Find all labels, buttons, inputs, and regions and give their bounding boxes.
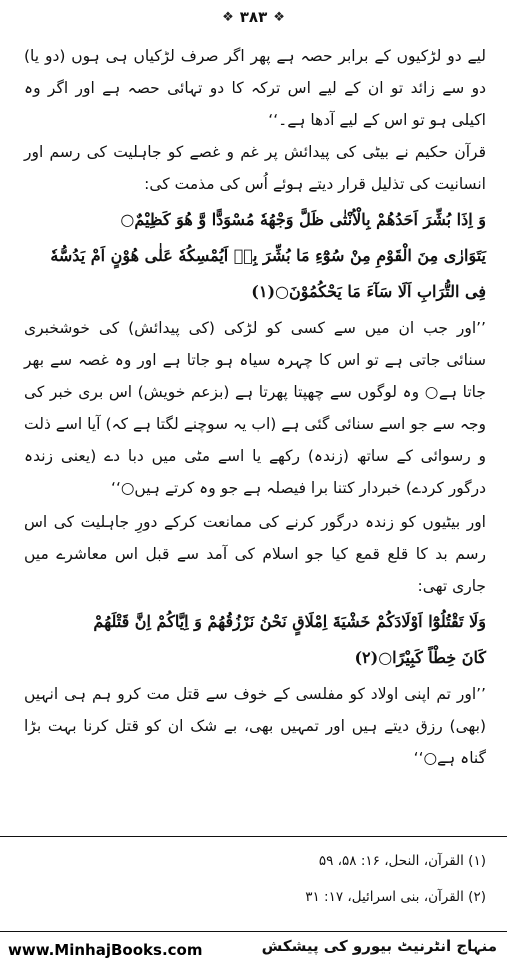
paragraph-continuation: لیے دو لڑکیوں کے برابر حصہ ہے پھر اگر صرف لڑکیاں ہی ہوں (دو یا) دو سے زائد تو ان کے لیے اس ترکہ کا دو تہائی حصہ ہے اور اگر وہ اکیلی ہو تو اس کے لیے آدھا ہے۔‘‘: [24, 47, 486, 129]
main-text: [24, 40, 486, 776]
ornament-left-icon: ❖: [222, 9, 234, 25]
arabic-verse-1-line-2: يَتَوَارٰى مِنَ الْقَوْمِ مِنْ سُوْٓءِ مَا بُشِّرَ بِهٖ اَيُمْسِكُهٗ عَلٰى هُوْنٍ اَمْ يَدُسُّهٗ: [50, 246, 486, 265]
footnote-1: (۱) القرآن، النحل، ۱۶: ۵۸، ۵۹: [318, 853, 486, 869]
paragraph-quran-condemnation: قرآن حکیم نے بیٹی کی پیدائش پر غم و غصے کو جاہلیت کی رسم اور انسانیت کی تذلیل قرار دیتے ہوئے اُس کی مذمت کی:: [24, 143, 486, 193]
footnotes: [24, 843, 486, 915]
paragraph-prohibition: اور بیٹیوں کو زندہ درگور کرنے کی ممانعت کرکے دورِ جاہلیت کی اس رسم بد کا قلع قمع کیا جو اسلام کی آمد سے قبل اس معاشرے میں جاری تھی:: [24, 513, 486, 595]
ornament-right-icon: ❖: [273, 9, 285, 25]
arabic-verse-1-line-1: وَ اِذَا بُشِّرَ اَحَدُهُمْ بِالْاُنْثٰى ظَلَّ وَجْهُهٗ مُسْوَدًّا وَّ هُوَ كَظِيْمٌ○: [120, 210, 486, 229]
page-number: ۳۸۳: [239, 8, 268, 26]
translation-quote-2: ’’اور تم اپنی اولاد کو مفلسی کے خوف سے قتل مت کرو ہم ہی انہیں (بھی) رزق دیتے ہیں اور تمہیں بھی، بے شک ان کو قتل کرنا بہت بڑا گناہ ہے○‘‘: [24, 685, 486, 767]
page-header: [0, 4, 507, 30]
arabic-verse-2-line-2: كَانَ خِطْاً كَبِيْرًا○(۲): [354, 648, 486, 667]
arabic-verse-2-line-1: وَلَا تَقْتُلُوْٓا اَوْلَادَكُمْ خَشْيَةَ اِمْلَاقٍ نَحْنُ نَرْزُقُهُمْ وَ اِيَّاكُمْ اِنَّ قَتْلَهُمْ: [93, 612, 486, 631]
arabic-verse-2: [24, 604, 486, 676]
website-link[interactable]: www.MinhajBooks.com: [8, 941, 203, 959]
footer-divider: [0, 931, 507, 932]
footnote-divider: [0, 836, 507, 837]
arabic-verse-1: [24, 202, 486, 310]
publisher-credit: منہاج انٹرنیٹ بیورو کی پیشکش: [261, 937, 497, 955]
arabic-verse-1-line-3: فِى التُّرَابِ اَلَا سَآءَ مَا يَحْكُمُوْنَ○(۱): [251, 282, 486, 301]
translation-quote-1: ’’اور جب ان میں سے کسی کو لڑکی (کی پیدائش) کی خوشخبری سنائی جاتی ہے تو اس کا چہرہ سیاہ ہو جاتا ہے اور وہ غصہ سے بھر جاتا ہے○ وہ لوگوں سے چھپتا پھرتا ہے (بزعم خویش) اس بری خبر کی وجہ سے جو اسے سنائی گئی ہے (اب یہ سوچنے لگتا ہے کہ) آیا اسے ذلت و رسوائی کے ساتھ (زندہ) رکھے یا اسے مٹی میں دبا دے (یعنی زندہ درگور کردے) خبردار کتنا برا فیصلہ ہے جو وہ کرتے ہیں○‘‘: [24, 319, 486, 497]
footnote-2: (۲) القرآن، بنی اسرائیل، ۱۷: ۳۱: [305, 889, 486, 905]
page-footer: [0, 935, 507, 975]
